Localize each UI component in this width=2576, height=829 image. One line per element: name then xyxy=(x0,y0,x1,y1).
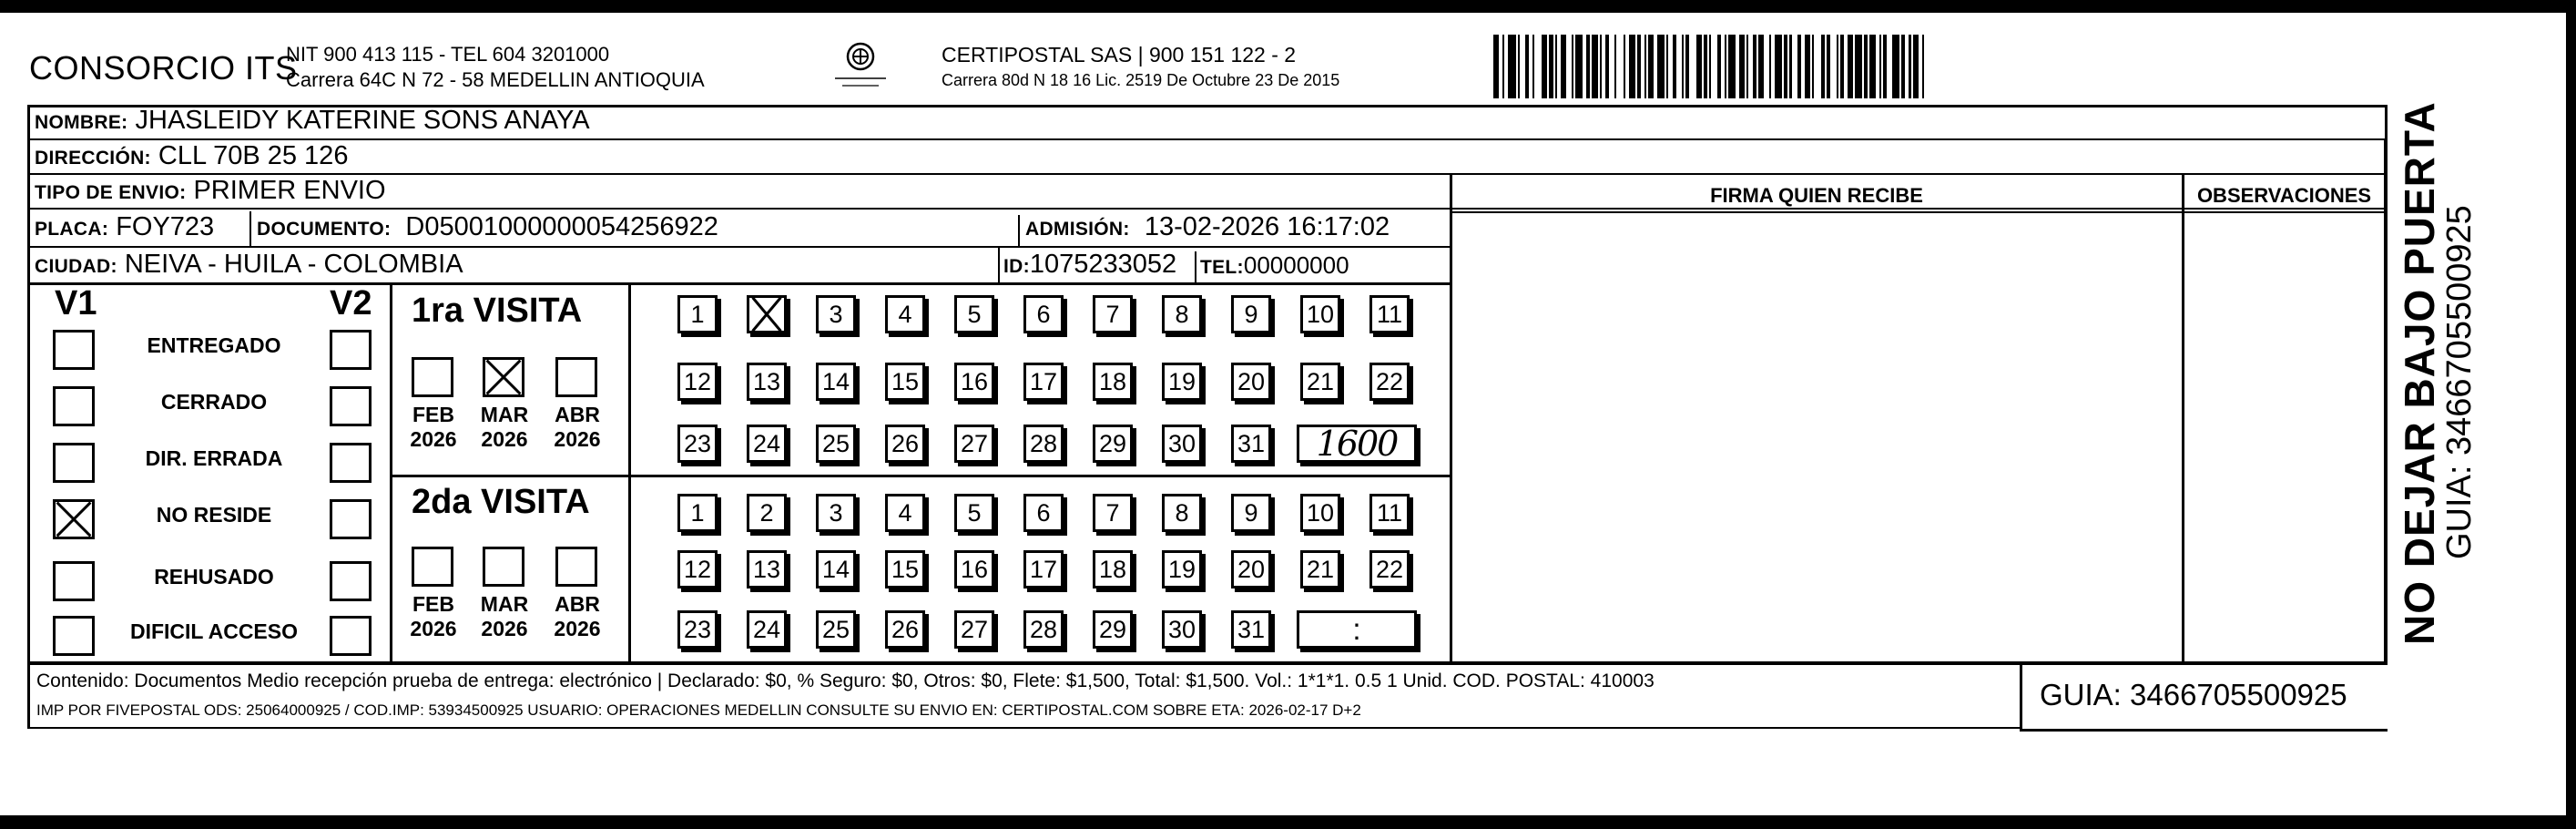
side-guia: GUIA: 3466705500925 xyxy=(2440,205,2479,559)
ciudad-row xyxy=(35,250,463,280)
visit1-day[interactable]: 18 xyxy=(1093,363,1133,401)
v2-checkbox[interactable] xyxy=(330,443,372,483)
visit2-day[interactable]: 10 xyxy=(1300,494,1340,532)
v1-checkbox[interactable] xyxy=(53,386,95,426)
placa-label: PLACA: xyxy=(35,219,109,240)
visit2-day[interactable]: 25 xyxy=(816,610,856,649)
barcode-bar xyxy=(1892,35,1899,98)
month-label xyxy=(545,403,610,452)
month-label xyxy=(401,403,466,452)
barcode-gap xyxy=(1689,35,1696,98)
visit1-day[interactable]: 7 xyxy=(1093,295,1133,333)
footer-contents: Contenido: Documentos Medio recepción prueba de entrega: electrónico | Declarado: $0, % Seguro: $0, Otros: $0, Flete: $1,500, Total: $1,500. Vol.: 1*1*1. 0.5 1 Unid. COD. POSTAL: 410003 xyxy=(36,670,1655,691)
status-label: NO RESIDE xyxy=(156,503,272,527)
visit1-day[interactable]: 25 xyxy=(816,425,856,463)
tipo-label: TIPO DE ENVIO: xyxy=(35,182,187,203)
month-name: MAR xyxy=(480,403,529,426)
visit1-day[interactable]: 15 xyxy=(885,363,925,401)
month-name: FEB xyxy=(412,592,454,616)
visit1-day[interactable]: 10 xyxy=(1300,295,1340,333)
certipostal-logo xyxy=(824,38,897,98)
placa-value: FOY723 xyxy=(116,212,215,241)
visit2-month-checkbox[interactable] xyxy=(483,547,524,587)
firma-header: FIRMA QUIEN RECIBE xyxy=(1710,184,1923,207)
barcode-bar xyxy=(1508,35,1515,98)
visit2-day[interactable]: 9 xyxy=(1231,494,1271,532)
tel-row xyxy=(1200,251,1349,280)
visit1-day[interactable]: 22 xyxy=(1369,363,1410,401)
visit2-day[interactable]: 11 xyxy=(1369,494,1410,532)
observaciones-area[interactable] xyxy=(2186,213,2382,662)
visit2-day[interactable]: 15 xyxy=(885,550,925,588)
barcode-bar xyxy=(1728,35,1736,98)
month-name: FEB xyxy=(412,403,454,426)
id-value: 1075233052 xyxy=(1029,250,1177,279)
v1-checkbox[interactable] xyxy=(53,499,95,539)
visit1-time-box[interactable] xyxy=(1297,425,1417,463)
visit1-month-checkbox[interactable] xyxy=(555,357,597,397)
visit2-day[interactable]: 6 xyxy=(1023,494,1064,532)
visit2-day[interactable]: 23 xyxy=(677,610,718,649)
visit2-day[interactable]: 1 xyxy=(677,494,718,532)
visit1-title: 1ra VISITA xyxy=(412,292,583,330)
visit1-day[interactable]: 14 xyxy=(816,363,856,401)
v2-checkbox[interactable] xyxy=(330,616,372,656)
visit2-month-checkbox[interactable] xyxy=(412,547,453,587)
visit1-month-checkbox[interactable] xyxy=(412,357,453,397)
visit1-day[interactable] xyxy=(747,295,787,333)
visit2-day[interactable]: 17 xyxy=(1023,550,1064,588)
visit1-day[interactable]: 12 xyxy=(677,363,718,401)
visit2-day[interactable]: 21 xyxy=(1300,550,1340,588)
bottom-border xyxy=(0,815,2576,829)
nombre-value: JHASLEIDY KATERINE SONS ANAYA xyxy=(135,106,590,135)
barcode-bar xyxy=(1657,35,1665,98)
courier-name: CERTIPOSTAL SAS | 900 151 122 - 2 xyxy=(942,43,1297,67)
tipo-row xyxy=(35,176,386,206)
visit2-day[interactable]: 13 xyxy=(747,550,787,588)
visit1-day[interactable]: 29 xyxy=(1093,425,1133,463)
month-label xyxy=(401,592,466,641)
visit2-day[interactable]: 27 xyxy=(954,610,994,649)
ciudad-label: CIUDAD: xyxy=(35,256,117,277)
barcode-gap xyxy=(1616,35,1624,98)
visit2-time-value: : xyxy=(1352,612,1361,646)
barcode-gap xyxy=(1814,35,1821,98)
visit2-time-box[interactable] xyxy=(1297,610,1417,649)
v1-checkbox[interactable] xyxy=(53,616,95,656)
visit1-day[interactable]: 17 xyxy=(1023,363,1064,401)
tel-label: TEL: xyxy=(1200,257,1244,278)
visit1-time-value: 1600 xyxy=(1316,424,1398,464)
visit1-day[interactable]: 13 xyxy=(747,363,787,401)
company-address: Carrera 64C N 72 - 58 MEDELLIN ANTIOQUIA xyxy=(286,68,705,91)
direccion-value: CLL 70B 25 126 xyxy=(158,141,349,170)
footer-imp: IMP POR FIVEPOSTAL ODS: 25064000925 / COD.IMP: 53934500925 USUARIO: OPERACIONES MEDELLIN CONSULTE SU ENVIO EN: CERTIPOSTAL.COM SOBRE ETA: 2026-02-17 D+2 xyxy=(36,701,1361,719)
barcode-bar xyxy=(1775,35,1782,98)
v2-checkbox[interactable] xyxy=(330,330,372,370)
signature-area[interactable] xyxy=(1455,213,2180,662)
v1-checkbox[interactable] xyxy=(53,330,95,370)
visit2-day[interactable]: 3 xyxy=(816,494,856,532)
visit2-day[interactable]: 24 xyxy=(747,610,787,649)
visit1-day[interactable]: 16 xyxy=(954,363,994,401)
visit1-day[interactable]: 4 xyxy=(885,295,925,333)
right-border xyxy=(2566,0,2576,829)
v1-checkbox[interactable] xyxy=(53,443,95,483)
visit1-day[interactable]: 26 xyxy=(885,425,925,463)
status-label: ENTREGADO xyxy=(147,333,281,357)
visit2-day[interactable]: 7 xyxy=(1093,494,1133,532)
visit1-month-checkbox[interactable] xyxy=(483,357,524,397)
top-border xyxy=(0,0,2576,13)
visit2-day[interactable]: 20 xyxy=(1231,550,1271,588)
v2-checkbox[interactable] xyxy=(330,499,372,539)
month-label xyxy=(472,592,537,641)
documento-label: DOCUMENTO: xyxy=(257,219,392,240)
visit1-day[interactable]: 8 xyxy=(1162,295,1202,333)
visit1-day[interactable]: 1 xyxy=(677,295,718,333)
month-year: 2026 xyxy=(410,617,457,640)
observaciones-header: OBSERVACIONES xyxy=(2196,184,2372,207)
direccion-row xyxy=(35,141,348,171)
visit1-day[interactable]: 3 xyxy=(816,295,856,333)
status-label: DIFICIL ACCESO xyxy=(129,619,298,643)
placa-row xyxy=(35,212,214,242)
visit2-day[interactable]: 8 xyxy=(1162,494,1202,532)
side-warning: NO DEJAR BAJO PUERTA xyxy=(2396,101,2443,645)
company-name: CONSORCIO ITS xyxy=(29,49,298,87)
visit1-day[interactable]: 23 xyxy=(677,425,718,463)
status-label: DIR. ERRADA xyxy=(145,446,283,470)
visit2-day[interactable]: 4 xyxy=(885,494,925,532)
tel-value: 00000000 xyxy=(1243,251,1349,279)
month-label xyxy=(545,592,610,641)
visit2-day[interactable]: 29 xyxy=(1093,610,1133,649)
month-year: 2026 xyxy=(554,427,601,451)
visit1-day[interactable]: 24 xyxy=(747,425,787,463)
tipo-value: PRIMER ENVIO xyxy=(193,176,386,205)
month-year: 2026 xyxy=(554,617,601,640)
month-year: 2026 xyxy=(481,427,528,451)
visit1-day[interactable]: 11 xyxy=(1369,295,1410,333)
admision-value: 13-02-2026 16:17:02 xyxy=(1144,212,1390,241)
visit1-day[interactable]: 19 xyxy=(1162,363,1202,401)
admision-row xyxy=(1025,212,1390,242)
visit2-day[interactable]: 14 xyxy=(816,550,856,588)
visit2-month-checkbox[interactable] xyxy=(555,547,597,587)
visit2-title: 2da VISITA xyxy=(412,483,590,521)
documento-value: D05001000000054256922 xyxy=(405,212,718,241)
status-label: REHUSADO xyxy=(154,565,274,588)
month-name: MAR xyxy=(480,592,529,616)
courier-address: Carrera 80d N 18 16 Lic. 2519 De Octubre 23 De 2015 xyxy=(942,71,1340,89)
visit1-day[interactable]: 6 xyxy=(1023,295,1064,333)
direccion-label: DIRECCIÓN: xyxy=(35,148,151,169)
visit2-day[interactable]: 18 xyxy=(1093,550,1133,588)
visit1-day[interactable]: 28 xyxy=(1023,425,1064,463)
month-year: 2026 xyxy=(410,427,457,451)
status-label: CERRADO xyxy=(160,390,268,414)
visit1-day[interactable]: 27 xyxy=(954,425,994,463)
v2-header: V2 xyxy=(330,284,372,322)
v1-checkbox[interactable] xyxy=(53,561,95,601)
barcode-gap xyxy=(1924,35,1931,98)
nombre-label: NOMBRE: xyxy=(35,112,128,133)
month-name: ABR xyxy=(555,592,600,616)
barcode-bar xyxy=(1575,35,1583,98)
ciudad-value: NEIVA - HUILA - COLOMBIA xyxy=(124,250,463,279)
visit1-day[interactable]: 5 xyxy=(954,295,994,333)
id-label: ID: xyxy=(1003,256,1030,277)
visit1-day[interactable]: 30 xyxy=(1162,425,1202,463)
company-nit: NIT 900 413 115 - TEL 604 3201000 xyxy=(286,43,610,66)
visit2-day[interactable]: 22 xyxy=(1369,550,1410,588)
visit1-day[interactable]: 9 xyxy=(1231,295,1271,333)
id-row xyxy=(1003,250,1176,280)
visit2-day[interactable]: 19 xyxy=(1162,550,1202,588)
barcode-bar xyxy=(1855,35,1862,98)
documento-row xyxy=(257,212,718,242)
visit2-day[interactable]: 31 xyxy=(1231,610,1271,649)
nombre-row xyxy=(35,106,590,136)
month-year: 2026 xyxy=(481,617,528,640)
visit1-day[interactable]: 21 xyxy=(1300,363,1340,401)
visit2-day[interactable]: 2 xyxy=(747,494,787,532)
v2-checkbox[interactable] xyxy=(330,561,372,601)
visit2-day[interactable]: 16 xyxy=(954,550,994,588)
visit1-day[interactable]: 20 xyxy=(1231,363,1271,401)
visit2-day[interactable]: 26 xyxy=(885,610,925,649)
barcode-gap xyxy=(1534,35,1542,98)
visit2-day[interactable]: 5 xyxy=(954,494,994,532)
visit2-day[interactable]: 12 xyxy=(677,550,718,588)
admision-label: ADMISIÓN: xyxy=(1025,219,1130,240)
month-name: ABR xyxy=(555,403,600,426)
visit2-day[interactable]: 30 xyxy=(1162,610,1202,649)
footer-guia: GUIA: 3466705500925 xyxy=(2040,678,2347,711)
month-label xyxy=(472,403,537,452)
barcode xyxy=(1493,35,2404,98)
visit2-day[interactable]: 28 xyxy=(1023,610,1064,649)
visit1-day[interactable]: 31 xyxy=(1231,425,1271,463)
v1-header: V1 xyxy=(55,284,97,322)
v2-checkbox[interactable] xyxy=(330,386,372,426)
